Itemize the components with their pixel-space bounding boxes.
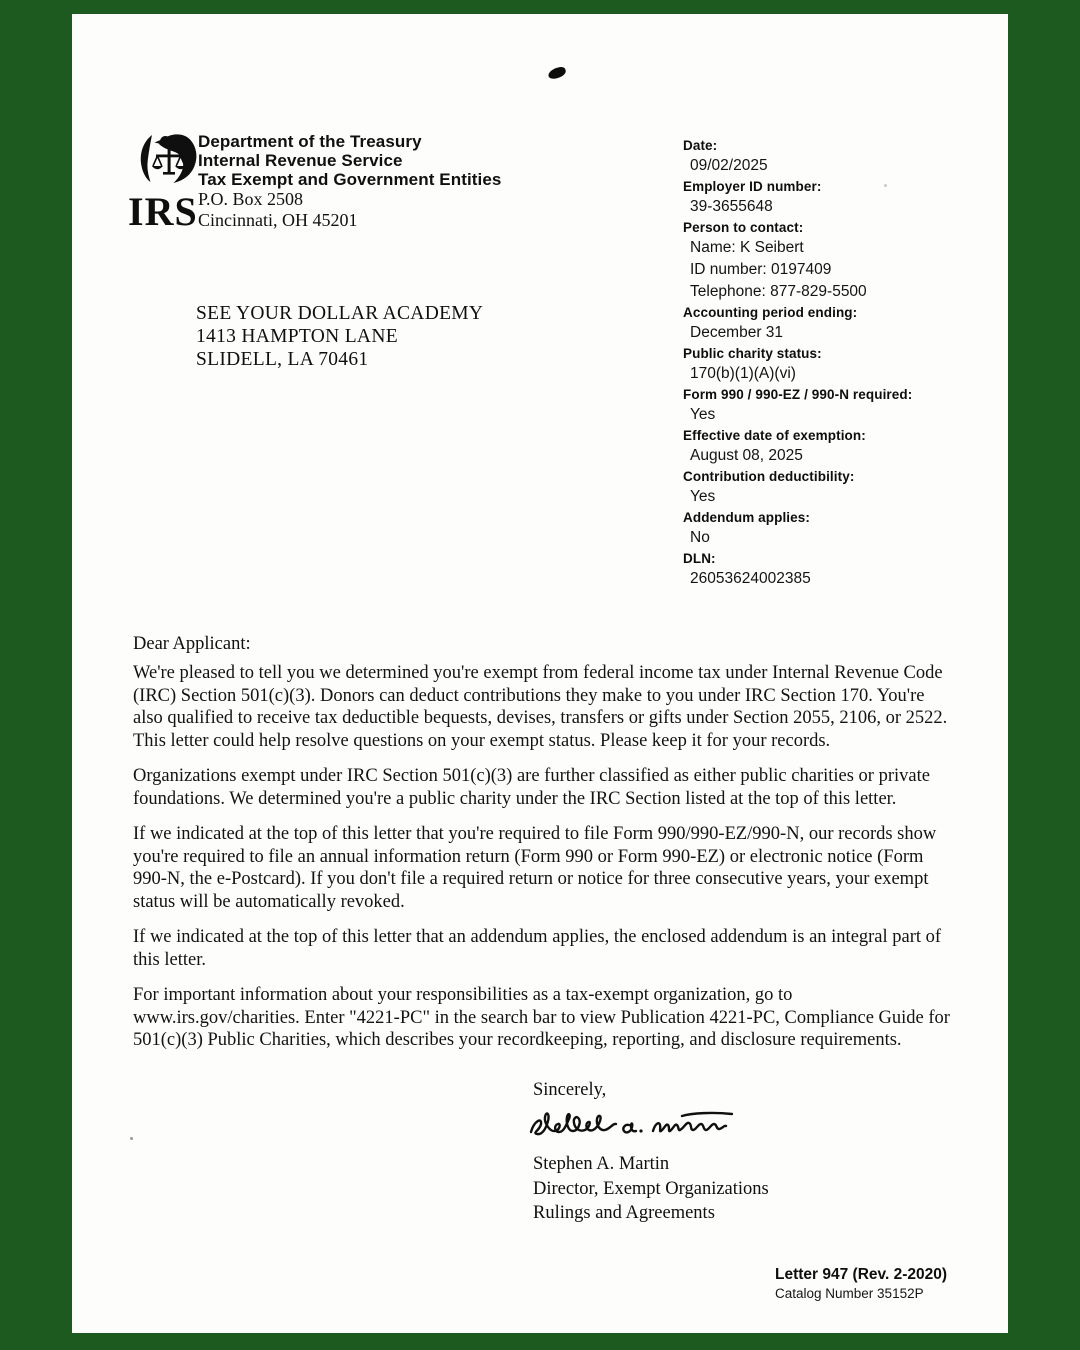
info-panel (683, 136, 983, 590)
signer-block (533, 1152, 769, 1226)
info-value: 39-3655648 (690, 198, 773, 215)
paragraph-filing-requirement: If we indicated at the top of this letter that you're required to file Form 990/990-EZ/990-N, our records show you're required to file an annual information return (Form 990 or Form 990-EZ) or electronic notice (Form 990-N, the e-Postcard). If you don't file a required return or notice for three consecutive years, your exempt status will be automatically revoked. (133, 824, 937, 912)
info-item-form990 (683, 385, 983, 426)
info-label: Form 990 / 990-EZ / 990-N required: (683, 387, 913, 402)
letter-number: Letter 947 (Rev. 2-2020) (775, 1266, 948, 1283)
info-value: Name: K Seibert (690, 239, 804, 256)
paragraph-addendum: If we indicated at the top of this letter that an addendum applies, the enclosed addendum is an integral part of this letter. (133, 927, 942, 970)
info-item-dln (683, 549, 983, 590)
info-item-effective-date (683, 426, 983, 467)
agency-po-box: P.O. Box 2508 (198, 189, 304, 209)
scan-speck (884, 184, 887, 187)
scan-speck (130, 1137, 133, 1140)
paragraph-responsibilities: For important information about your responsibilities as a tax-exempt organization, go to www.irs.gov/charities. Enter "4221-PC" in the search bar to view Publication 4221-PC, Compliance Guide for 501(c)(3) Public Charities, which describes your recordkeeping, reporting, and disclosure requirements. (133, 985, 950, 1050)
salutation: Dear Applicant: (133, 634, 251, 654)
info-value: Telephone: 877-829-5500 (690, 283, 867, 300)
signer-title-2: Rulings and Agreements (533, 1203, 715, 1223)
info-item-addendum (683, 508, 983, 549)
info-value: December 31 (690, 324, 784, 341)
info-item-accounting-period (683, 303, 983, 344)
agency-line-tege: Tax Exempt and Government Entities (198, 170, 502, 189)
info-value: Yes (690, 488, 716, 505)
recipient-street: 1413 HAMPTON LANE (196, 326, 398, 347)
info-item-charity-status (683, 344, 983, 385)
info-value: 09/02/2025 (690, 157, 768, 174)
info-value: Yes (690, 406, 716, 423)
info-label: Employer ID number: (683, 179, 822, 194)
info-label: Date: (683, 138, 718, 153)
agency-line-treasury: Department of the Treasury (198, 132, 422, 151)
info-value: No (690, 529, 710, 546)
irs-eagle-icon (136, 130, 200, 194)
info-label: Person to contact: (683, 220, 804, 235)
info-item-contact (683, 218, 983, 303)
irs-logo (128, 130, 200, 248)
paragraph-classification: Organizations exempt under IRC Section 501(c)(3) are further classified as either public charities or private foundations. We determined you're a public charity under the IRC Section listed at the top of this letter. (133, 766, 930, 809)
paragraph-exemption: We're pleased to tell you we determined you're exempt from federal income tax under Internal Revenue Code (IRC) Section 501(c)(3). Donors can deduct contributions they make to you under IRC Section 170. You're also qualified to receive tax deductible bequests, devises, transfers or gifts under Section 2055, 2106, or 2522. This letter could help resolve questions on your exempt status. Please keep it for your records. (133, 663, 948, 751)
info-value: 170(b)(1)(A)(vi) (690, 365, 796, 382)
signer-name: Stephen A. Martin (533, 1154, 670, 1174)
irs-wordmark: IRS (128, 189, 198, 234)
info-value: 26053624002385 (690, 570, 811, 587)
ink-blob-mark (547, 66, 567, 81)
info-label: Effective date of exemption: (683, 428, 866, 443)
info-label: Public charity status: (683, 346, 822, 361)
letter-body (133, 662, 951, 1065)
recipient-name: SEE YOUR DOLLAR ACADEMY (196, 303, 484, 324)
closing-sincerely: Sincerely, (533, 1080, 607, 1100)
letter-page (72, 14, 1008, 1333)
recipient-address (196, 302, 483, 371)
footer (775, 1265, 947, 1302)
recipient-city: SLIDELL, LA 70461 (196, 349, 369, 370)
info-label: Addendum applies: (683, 510, 810, 525)
info-item-deductibility (683, 467, 983, 508)
info-item-date (683, 136, 983, 177)
info-value: August 08, 2025 (690, 447, 803, 464)
agency-header (198, 132, 502, 231)
signer-title-1: Director, Exempt Organizations (533, 1178, 769, 1199)
agency-line-irs: Internal Revenue Service (198, 151, 403, 170)
agency-city: Cincinnati, OH 45201 (198, 210, 358, 230)
handwritten-signature-icon (527, 1104, 742, 1146)
info-label: Accounting period ending: (683, 305, 858, 320)
signature-script (527, 1104, 742, 1151)
catalog-number: Catalog Number 35152P (775, 1286, 924, 1301)
info-item-ein (683, 177, 983, 218)
info-value: ID number: 0197409 (690, 261, 832, 278)
info-label: DLN: (683, 551, 716, 566)
info-label: Contribution deductibility: (683, 469, 855, 484)
